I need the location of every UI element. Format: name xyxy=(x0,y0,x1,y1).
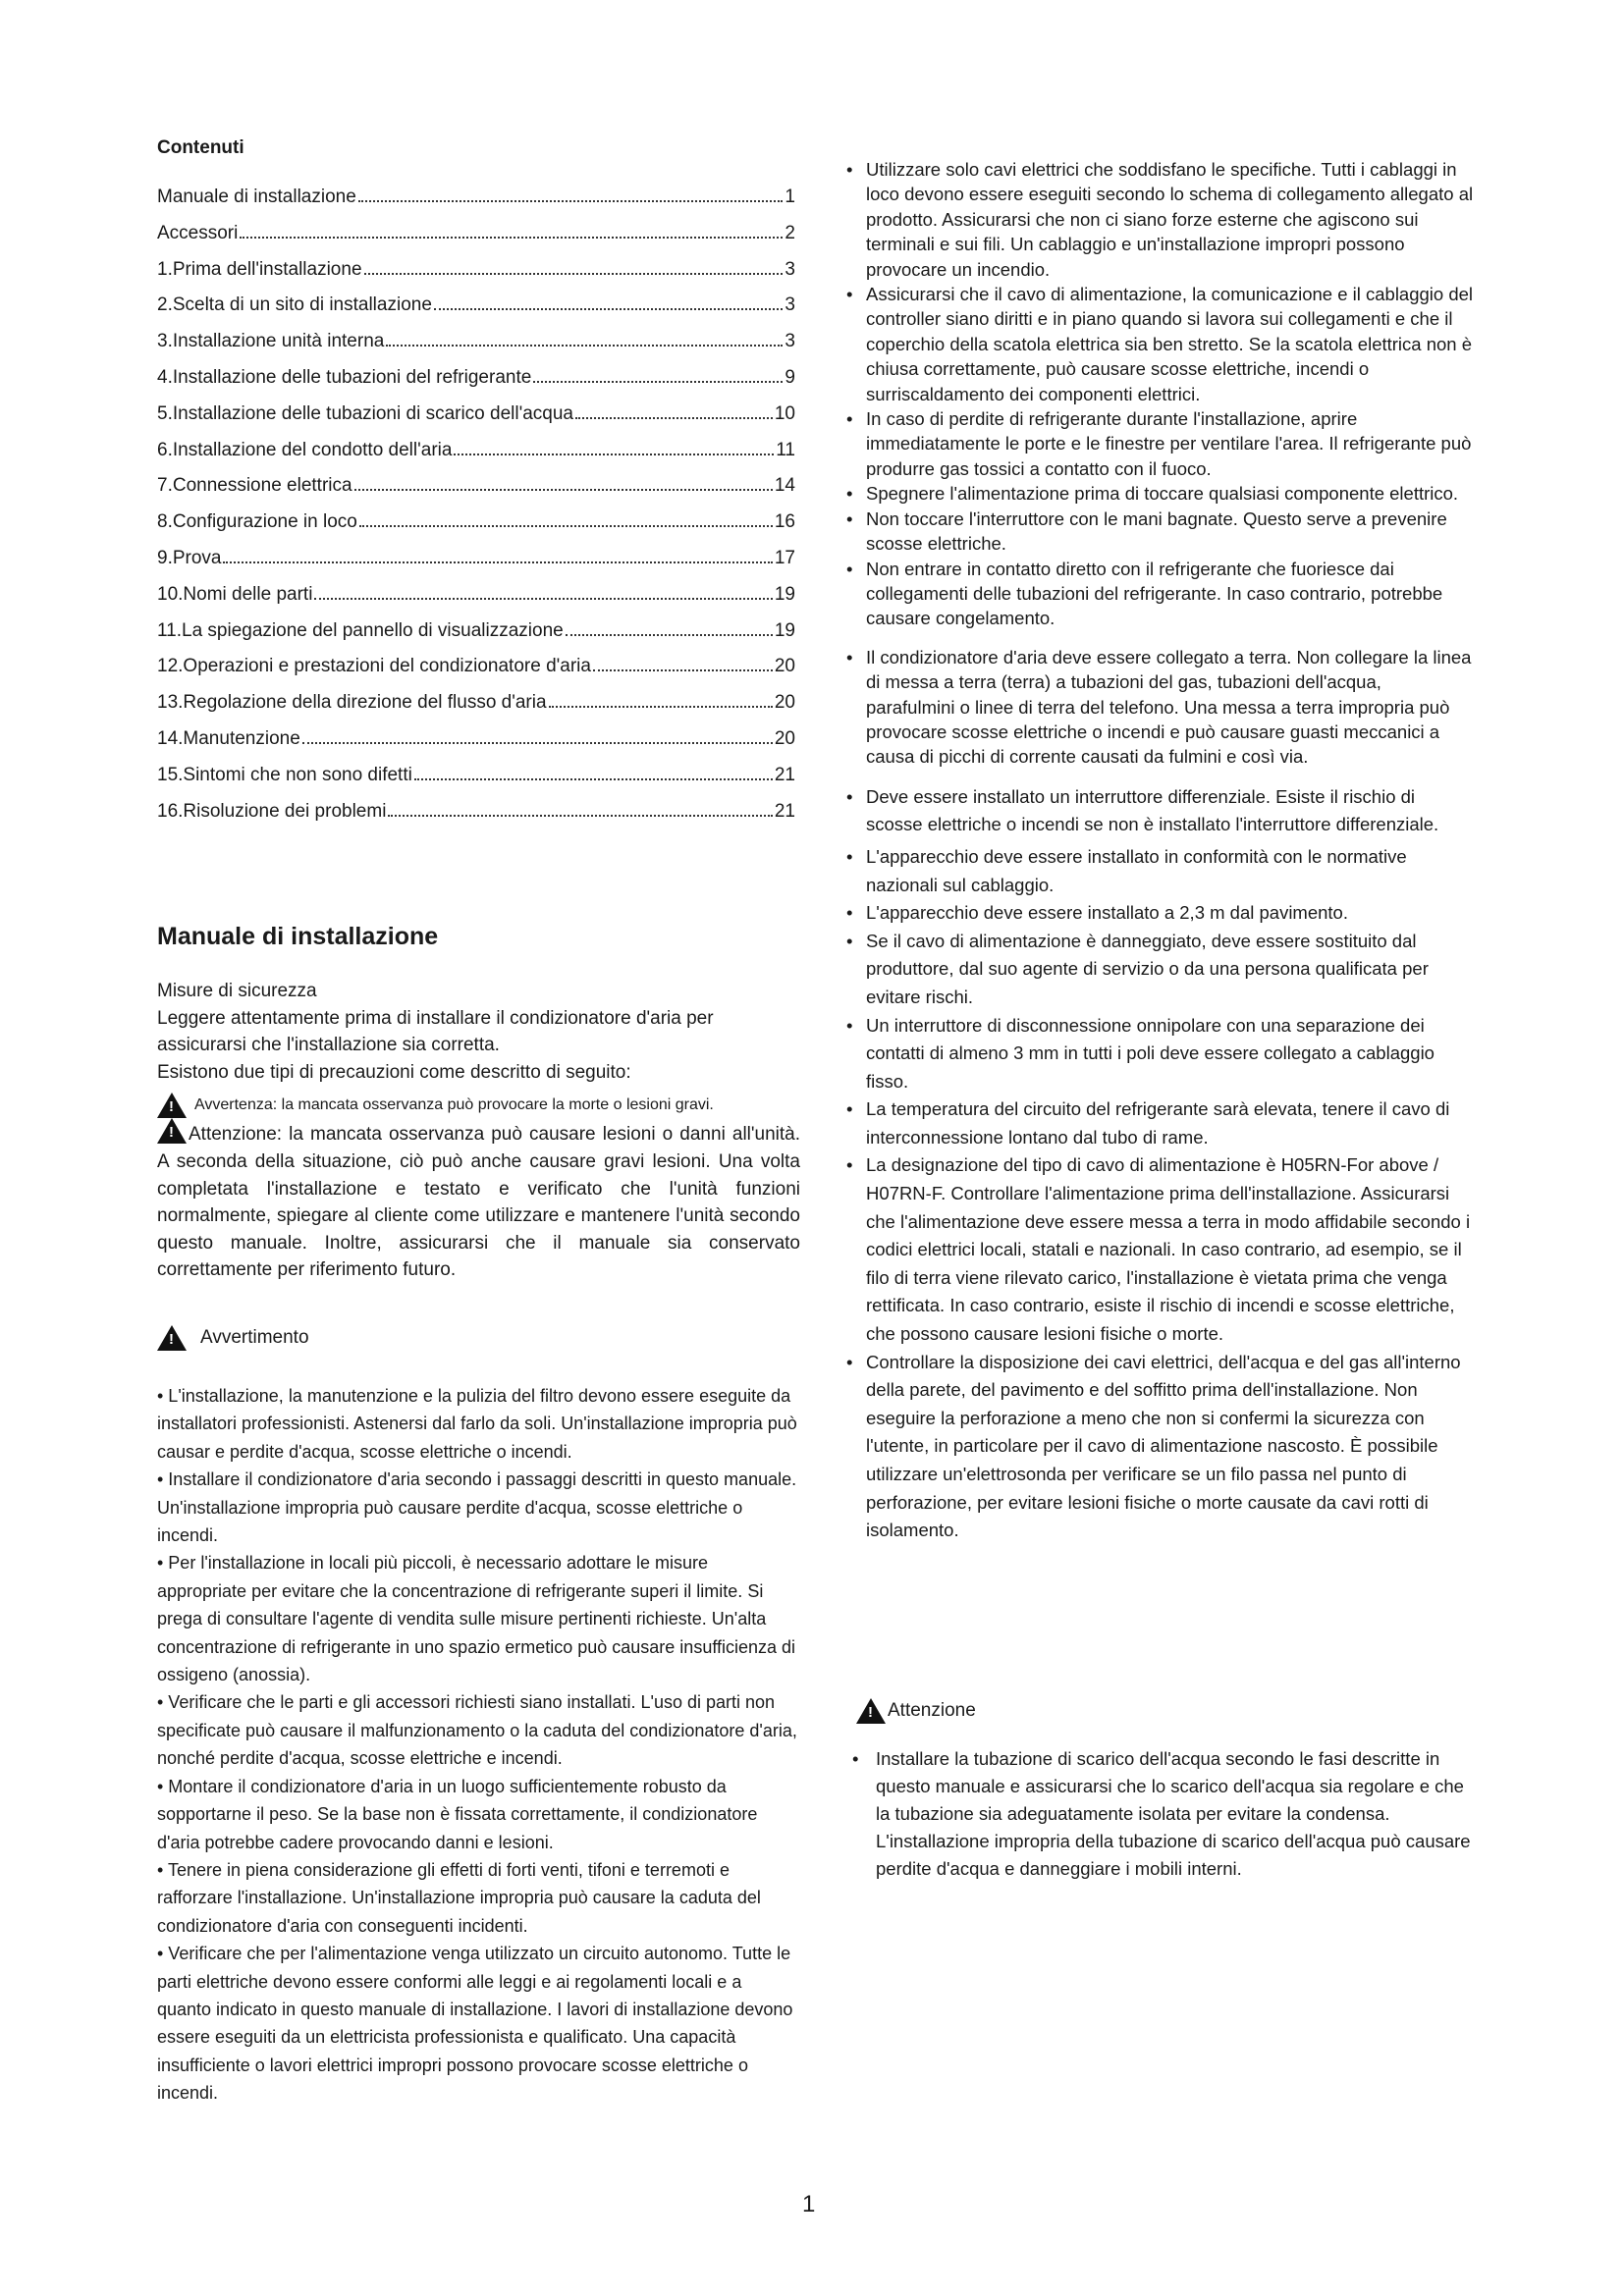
warning-triangle-icon xyxy=(157,1325,187,1351)
attention-heading xyxy=(856,1698,976,1724)
toc-entry-page: 10 xyxy=(774,402,795,424)
toc-entry-text: 8.Configurazione in loco xyxy=(157,511,357,533)
toc-title: Contenuti xyxy=(157,137,244,158)
toc-entry-page: 3 xyxy=(785,294,795,316)
toc-entry-page: 21 xyxy=(774,800,795,822)
warning-triangle-icon xyxy=(157,1118,187,1144)
toc-entry[interactable] xyxy=(157,257,795,294)
warning-bullet: • Non toccare l'interruttore con le mani bagnate. Questo serve a prevenire scosse elettriche. xyxy=(846,507,1475,557)
toc-entry-page: 20 xyxy=(774,727,795,749)
attention-heading-text: Attenzione xyxy=(888,1700,976,1721)
toc-entry-page: 1 xyxy=(785,187,795,207)
warning-bullet: • Se il cavo di alimentazione è danneggiato, deve essere sostituito dal produttore, dal suo agente di servizio o da una persona qualificata per evitare rischi. xyxy=(846,928,1475,1012)
toc-entry-text: 1.Prima dell'installazione xyxy=(157,258,362,280)
warning-paragraph: • L'installazione, la manutenzione e la pulizia del filtro devono essere eseguite da installatori professionisti. Astenersi dal farlo da soli. Un'installazione impropria può causar e perdite d'acqua, scosse elettriche o incendi. xyxy=(157,1386,797,1462)
toc-entry[interactable] xyxy=(157,365,795,401)
toc-entry[interactable] xyxy=(157,582,795,618)
toc-entry-text: 7.Connessione elettrica xyxy=(157,475,352,497)
warning-paragraph: • Installare il condizionatore d'aria secondo i passaggi descritti in questo manuale. Un'installazione impropria può causare perdite d'acqua, scosse elettriche o incendi. xyxy=(157,1469,797,1546)
page-number: 1 xyxy=(802,2191,816,2217)
toc-entry-text: 4.Installazione delle tubazioni del refrigerante xyxy=(157,366,532,388)
warning-bullet: • Utilizzare solo cavi elettrici che soddisfano le specifiche. Tutti i cablaggi in loco devono essere eseguiti secondo lo schema di collegamento allegato al prodotto. Assicurarsi che non ci siano forze esterne che agiscono sui terminali e sui fili. Un cablaggio e un'installazione impropri possono provocare un incendio. xyxy=(846,157,1475,282)
toc-entry-page: 19 xyxy=(774,583,795,605)
toc-entry[interactable] xyxy=(157,401,795,438)
warning-paragraph: • Per l'installazione in locali più piccoli, è necessario adottare le misure appropriate per evitare che la concentrazione di refrigerante superi il limite. Si prega di consultare l'agente di vendita sulle misure pertinenti richieste. Un'alta concentrazione di refrigerante in uno spazio ermetico può causare insufficienza di ossigeno (anossia). xyxy=(157,1553,796,1685)
warning-paragraphs xyxy=(157,1382,800,2108)
toc-entry[interactable] xyxy=(157,763,795,799)
toc-entry[interactable] xyxy=(157,185,795,221)
toc-entry[interactable] xyxy=(157,329,795,365)
toc-entry[interactable] xyxy=(157,473,795,509)
toc-entry[interactable] xyxy=(157,690,795,726)
intro-paragraph: Esistono due tipi di precauzioni come descritto di seguito: xyxy=(157,1061,631,1083)
toc-entry[interactable] xyxy=(157,654,795,690)
toc-entry-page: 11 xyxy=(776,439,795,460)
warning-paragraph: • Verificare che le parti e gli accessori richiesti siano installati. L'uso di parti non specificate può causare il malfunzionamento o la caduta del condizionatore d'aria, nonché perdite d'acqua, scosse elettriche e incendi. xyxy=(157,1692,797,1769)
warning-bullet: • Deve essere installato un interruttore differenziale. Esiste il rischio di scosse elettriche o incendi se non è installato l'interruttore differenziale. xyxy=(846,783,1475,839)
warning-bullet: • L'apparecchio deve essere installato a 2,3 m dal pavimento. xyxy=(846,899,1475,928)
warning-heading-text: Avvertimento xyxy=(200,1327,309,1348)
toc-entry[interactable] xyxy=(157,293,795,329)
toc-entry-text: 12.Operazioni e prestazioni del condizionatore d'aria xyxy=(157,656,591,677)
toc-entry[interactable] xyxy=(157,726,795,763)
toc-entry-text: 3.Installazione unità interna xyxy=(157,331,385,352)
warning-bullet: • Il condizionatore d'aria deve essere collegato a terra. Non collegare la linea di messa a terra (terra) a tubazioni del gas, tubazioni dell'acqua, parafulmini o linee di terra del telefono. Una messa a terra impropria può provocare scosse elettriche o incendi e può causare guasti meccanici a causa di picchi di corrente causati da fulmini e così via. xyxy=(846,645,1475,770)
warning-triangle-icon xyxy=(856,1698,886,1724)
toc-entry-text: 15.Sintomi che non sono difetti xyxy=(157,764,412,785)
toc-entry-text: 11.La spiegazione del pannello di visualizzazione xyxy=(157,619,564,641)
attention-list xyxy=(852,1745,1481,1883)
caution-note xyxy=(157,1118,800,1284)
toc-entry-page: 9 xyxy=(785,366,795,388)
warning-bullet: • In caso di perdite di refrigerante durante l'installazione, aprire immediatamente le porte e le finestre per ventilare l'area. Il refrigerante può produrre gas tossici a contatto con il fuoco. xyxy=(846,406,1475,481)
toc-entry[interactable] xyxy=(157,546,795,582)
toc-entry-text: 6.Installazione del condotto dell'aria xyxy=(157,439,453,460)
toc-entry-text: 9.Prova xyxy=(157,547,222,568)
safety-title: Misure di sicurezza xyxy=(157,981,317,1001)
section-heading: Manuale di installazione xyxy=(157,923,439,950)
toc-entry-page: 20 xyxy=(774,656,795,677)
attention-bullet: • Installare la tubazione di scarico dell'acqua secondo le fasi descritte in questo manuale e assicurarsi che lo scarico dell'acqua sia regolare e che la tubazione sia adeguatamente isolata per evitare la condensa. L'installazione impropria della tubazione di scarico dell'acqua può causare perdite d'acqua e danneggiare i mobili interni. xyxy=(852,1745,1481,1883)
toc-entry-text: Manuale di installazione xyxy=(157,187,356,207)
caution-note-text: Attenzione: la mancata osservanza può causare lesioni o danni all'unità. A seconda della situazione, ciò può anche causare gravi lesioni. Una volta completata l'installazione e testato e verificato che l'unità funzioni normalmente, spiegare al cliente come utilizzare e mantenere l'unità secondo questo manuale. Inoltre, assicurarsi che il manuale sia conservato correttamente per riferimento futuro. xyxy=(157,1124,800,1281)
warning-heading xyxy=(157,1325,309,1351)
warning-bullet: • L'apparecchio deve essere installato in conformità con le normative nazionali sul cablaggio. xyxy=(846,843,1475,899)
toc-entry[interactable] xyxy=(157,438,795,474)
table-of-contents xyxy=(157,185,795,834)
toc-entry[interactable] xyxy=(157,221,795,257)
toc-entry-page: 17 xyxy=(774,547,795,568)
warning-bullet: • Un interruttore di disconnessione onnipolare con una separazione dei contatti di almeno 3 mm in tutti i poli deve essere collegato a cablaggio fisso. xyxy=(846,1012,1475,1096)
toc-entry-page: 3 xyxy=(785,258,795,280)
toc-entry-text: 5.Installazione delle tubazioni di scarico dell'acqua xyxy=(157,402,574,424)
warning-bullet: • La designazione del tipo di cavo di alimentazione è H05RN-For above / H07RN-F. Controllare l'alimentazione prima dell'installazione. Assicurarsi che l'alimentazione deve essere messa a terra in modo affidabile secondo i codici elettrici locali, statali e nazionali. In caso contrario, ad esempio, se il filo di terra viene rilevato carico, l'installazione è vietata prima che venga rettificata. In caso contrario, esiste il rischio di incendi e scosse elettriche, che possono causare lesioni fisiche o morte. xyxy=(846,1151,1475,1348)
toc-entry-text: Accessori xyxy=(157,222,239,243)
warning-bullet: • Assicurarsi che il cavo di alimentazione, la comunicazione e il cablaggio del controller siano diritti e in piano quando si lavora sui collegamenti e che il coperchio della scatola elettrica sia ben stretto. Se la scatola elettrica non è chiusa correttamente, può causare scosse elettriche, incendi o surriscaldamento dei componenti elettrici. xyxy=(846,282,1475,406)
toc-entry-page: 2 xyxy=(785,222,795,243)
toc-entry-page: 21 xyxy=(774,764,795,785)
warning-paragraph: • Montare il condizionatore d'aria in un luogo sufficientemente robusto da sopportarne il peso. Se la base non è fissata correttamente, il condizionatore d'aria potrebbe cadere provocando danni e lesioni. xyxy=(157,1776,758,1852)
warning-bullet: • Non entrare in contatto diretto con il refrigerante che fuoriesce dai collegamenti delle tubazioni del refrigerante. In caso contrario, potrebbe causare congelamento. xyxy=(846,557,1475,631)
toc-entry-text: 10.Nomi delle parti xyxy=(157,583,313,605)
intro-paragraph: Leggere attentamente prima di installare il condizionatore d'aria per assicurarsi che l'installazione sia corretta. xyxy=(157,1007,714,1056)
warning-paragraph: • Tenere in piena considerazione gli effetti di forti venti, tifoni e terremoti e rafforzare l'installazione. Un'installazione impropria può causare la caduta del condizionatore d'aria con conseguenti incidenti. xyxy=(157,1859,761,1936)
warning-bullet: • Controllare la disposizione dei cavi elettrici, dell'acqua e del gas all'interno della parete, del pavimento e del soffitto prima dell'installazione. Non eseguire la perforazione a meno che non si confermi la sicurezza con l'utente, in particolare per il cavo di alimentazione nascosto. È possibile utilizzare un'elettrosonda per verificare se un filo passa nel punto di perforazione, per evitare lesioni fisiche o morte causate da cavi rotti di isolamento. xyxy=(846,1349,1475,1545)
toc-entry[interactable] xyxy=(157,799,795,835)
toc-entry[interactable] xyxy=(157,618,795,655)
toc-entry-text: 14.Manutenzione xyxy=(157,727,300,749)
toc-entry-page: 3 xyxy=(785,331,795,352)
warning-note-text: Avvertenza: la mancata osservanza può provocare la morte o lesioni gravi. xyxy=(194,1096,714,1114)
toc-entry-page: 20 xyxy=(774,692,795,714)
warning-bullet-list xyxy=(846,157,1475,1545)
warning-bullet: • Spegnere l'alimentazione prima di toccare qualsiasi componente elettrico. xyxy=(846,481,1475,506)
toc-entry-page: 19 xyxy=(774,619,795,641)
warning-note xyxy=(157,1092,800,1118)
warning-bullet: • La temperatura del circuito del refrigerante sarà elevata, tenere il cavo di interconnessione lontano dal tubo di rame. xyxy=(846,1095,1475,1151)
toc-entry[interactable] xyxy=(157,509,795,546)
toc-entry-text: 13.Regolazione della direzione del flusso d'aria xyxy=(157,692,547,714)
toc-entry-page: 14 xyxy=(774,475,795,497)
toc-entry-page: 16 xyxy=(774,511,795,533)
toc-entry-text: 16.Risoluzione dei problemi xyxy=(157,800,387,822)
toc-entry-text: 2.Scelta di un sito di installazione xyxy=(157,294,432,316)
warning-paragraph: • Verificare che per l'alimentazione venga utilizzato un circuito autonomo. Tutte le parti elettriche devono essere conformi alle leggi e ai regolamenti locali e a quanto indicato in questo manuale di installazione. I lavori di installazione devono essere eseguiti da un elettricista professionista e qualificato. Una capacità insufficiente o lavori elettrici impropri possono provocare scosse elettriche o incendi. xyxy=(157,1944,793,2104)
warning-triangle-icon xyxy=(157,1093,187,1118)
safety-intro xyxy=(157,978,800,1284)
